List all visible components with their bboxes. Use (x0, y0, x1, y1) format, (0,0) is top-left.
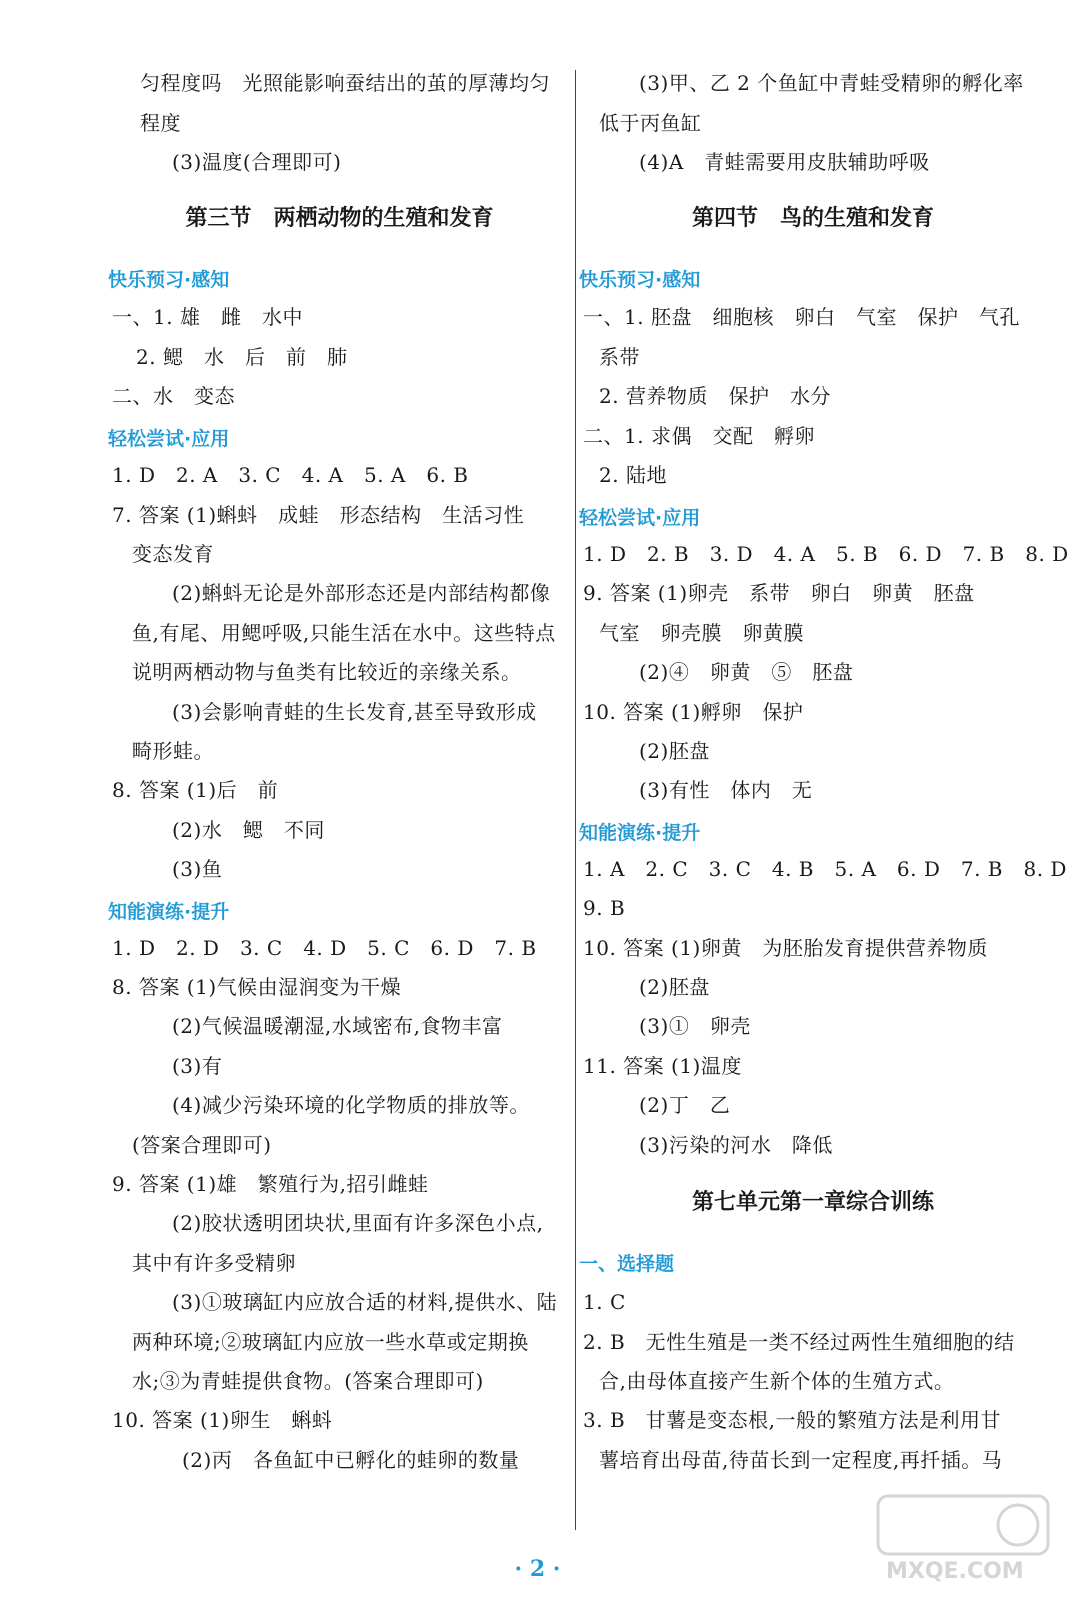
answer-line: 1. A 2. C 3. C 4. B 5. A 6. D 7. B 8. D (583, 857, 1067, 881)
subsection-heading: 知能演练·提升 (108, 901, 230, 923)
answer-line: 合,由母体直接产生新个体的生殖方式。 (599, 1369, 955, 1393)
answer-line: (3)①玻璃缸内应放合适的材料,提供水、陆 (172, 1290, 558, 1314)
text-line: (3)温度(合理即可) (172, 150, 342, 174)
text-line: 匀程度吗 光照能影响蚕结出的茧的厚薄均匀 (140, 71, 550, 95)
section-title: 第三节 两栖动物的生殖和发育 (185, 206, 494, 231)
answer-line: (2)蝌蚪无论是外部形态还是内部结构都像 (172, 581, 551, 605)
answer-line: (2)水 鳃 不同 (172, 818, 325, 842)
answer-line: 其中有许多受精卵 (132, 1251, 296, 1275)
text-line: 程度 (140, 111, 181, 135)
answer-line: 3. B 甘薯是变态根,一般的繁殖方法是利用甘 (583, 1408, 1001, 1432)
answer-line: (2)丁 乙 (639, 1093, 731, 1117)
answer-line: (2)胚盘 (639, 739, 710, 763)
answer-line: (3)有性 体内 无 (639, 778, 813, 802)
answer-line: 2. 陆地 (599, 463, 667, 487)
answer-line: 10. 答案 (1)卵黄 为胚胎发育提供营养物质 (583, 936, 988, 960)
subsection-heading: 轻松尝试·应用 (108, 428, 230, 450)
column-divider (575, 70, 576, 1530)
text-line: (4)A 青蛙需要用皮肤辅助呼吸 (639, 150, 930, 174)
answer-line: (2)丙 各鱼缸中已孵化的蛙卵的数量 (182, 1448, 520, 1472)
answer-line: (4)减少污染环境的化学物质的排放等。 (172, 1093, 530, 1117)
answer-line: (3)会影响青蛙的生长发育,甚至导致形成 (172, 700, 537, 724)
answer-line: 10. 答案 (1)卵生 蝌蚪 (112, 1408, 333, 1432)
answer-line: (答案合理即可) (132, 1133, 272, 1157)
answer-line: (2)胶状透明团块状,里面有许多深色小点, (172, 1211, 544, 1235)
right-column (579, 0, 1069, 1530)
answer-line: 气室 卵壳膜 卵黄膜 (599, 621, 804, 645)
answer-line: 说明两栖动物与鱼类有比较近的亲缘关系。 (132, 660, 522, 684)
answer-line: 9. B (583, 896, 626, 920)
answer-line: 1. D 2. D 3. C 4. D 5. C 6. D 7. B (112, 936, 537, 960)
answer-line: 9. 答案 (1)卵壳 系带 卵白 卵黄 胚盘 (583, 581, 975, 605)
answer-line: 8. 答案 (1)气候由湿润变为干燥 (112, 975, 402, 999)
answer-line: (2)④ 卵黄 ⑤ 胚盘 (639, 660, 854, 684)
answer-line: 11. 答案 (1)温度 (583, 1054, 742, 1078)
left-column (108, 0, 567, 1530)
answer-line: 薯培育出母苗,待苗长到一定程度,再扦插。马 (599, 1448, 1003, 1472)
answer-line: 7. 答案 (1)蝌蚪 成蛙 形态结构 生活习性 (112, 503, 525, 527)
answer-line: 1. D 2. A 3. C 4. A 5. A 6. B (112, 463, 469, 487)
chapter-review-title: 第七单元第一章综合训练 (691, 1190, 934, 1215)
watermark-logo (868, 1488, 1058, 1588)
answer-line: 变态发育 (132, 542, 214, 566)
answer-line: 10. 答案 (1)孵卵 保护 (583, 700, 804, 724)
subsection-heading: 轻松尝试·应用 (579, 507, 701, 529)
answer-line: 两种环境;②玻璃缸内应放一些水草或定期换 (132, 1330, 529, 1354)
answer-line: 水;③为青蛙提供食物。(答案合理即可) (132, 1369, 484, 1393)
answer-line: 二、水 变态 (112, 384, 235, 408)
answer-line: 二、1. 求偶 交配 孵卵 (583, 424, 815, 448)
answer-line: (3)鱼 (172, 857, 223, 881)
answer-line: (2)气候温暖潮湿,水域密布,食物丰富 (172, 1014, 503, 1038)
text-line: 低于丙鱼缸 (599, 111, 702, 135)
answer-line: 畸形蛙。 (132, 739, 214, 763)
subsection-heading: 知能演练·提升 (579, 822, 701, 844)
answer-line: 系带 (599, 345, 640, 369)
answer-line: (3)污染的河水 降低 (639, 1133, 833, 1157)
answer-line: (2)胚盘 (639, 975, 710, 999)
page-number: · 2 · (514, 1556, 561, 1582)
answer-line: (3)① 卵壳 (639, 1014, 751, 1038)
answer-line: 1. D 2. B 3. D 4. A 5. B 6. D 7. B 8. D (583, 542, 1069, 566)
svg-text:MXQE.COM: MXQE.COM (886, 1559, 1024, 1584)
section-title: 第四节 鸟的生殖和发育 (691, 206, 934, 231)
answer-line: 8. 答案 (1)后 前 (112, 778, 279, 802)
answer-line: (3)有 (172, 1054, 223, 1078)
subsection-heading: 快乐预习·感知 (108, 269, 230, 291)
answer-line: 9. 答案 (1)雄 繁殖行为,招引雌蛙 (112, 1172, 429, 1196)
text-line: (3)甲、乙 2 个鱼缸中青蛙受精卵的孵化率 (639, 71, 1024, 95)
answer-line: 1. C (583, 1290, 626, 1314)
answer-line: 2. 营养物质 保护 水分 (599, 384, 831, 408)
subsection-heading: 快乐预习·感知 (579, 269, 701, 291)
subsection-heading: 一、选择题 (579, 1253, 675, 1275)
answer-line: 2. B 无性生殖是一类不经过两性生殖细胞的结 (583, 1330, 1015, 1354)
answer-line: 一、1. 雄 雌 水中 (112, 305, 303, 329)
answer-line: 鱼,有尾、用鳃呼吸,只能生活在水中。这些特点 (132, 621, 556, 645)
answer-line: 一、1. 胚盘 细胞核 卵白 气室 保护 气孔 (583, 305, 1020, 329)
answer-line: 2. 鳃 水 后 前 肺 (136, 345, 348, 369)
